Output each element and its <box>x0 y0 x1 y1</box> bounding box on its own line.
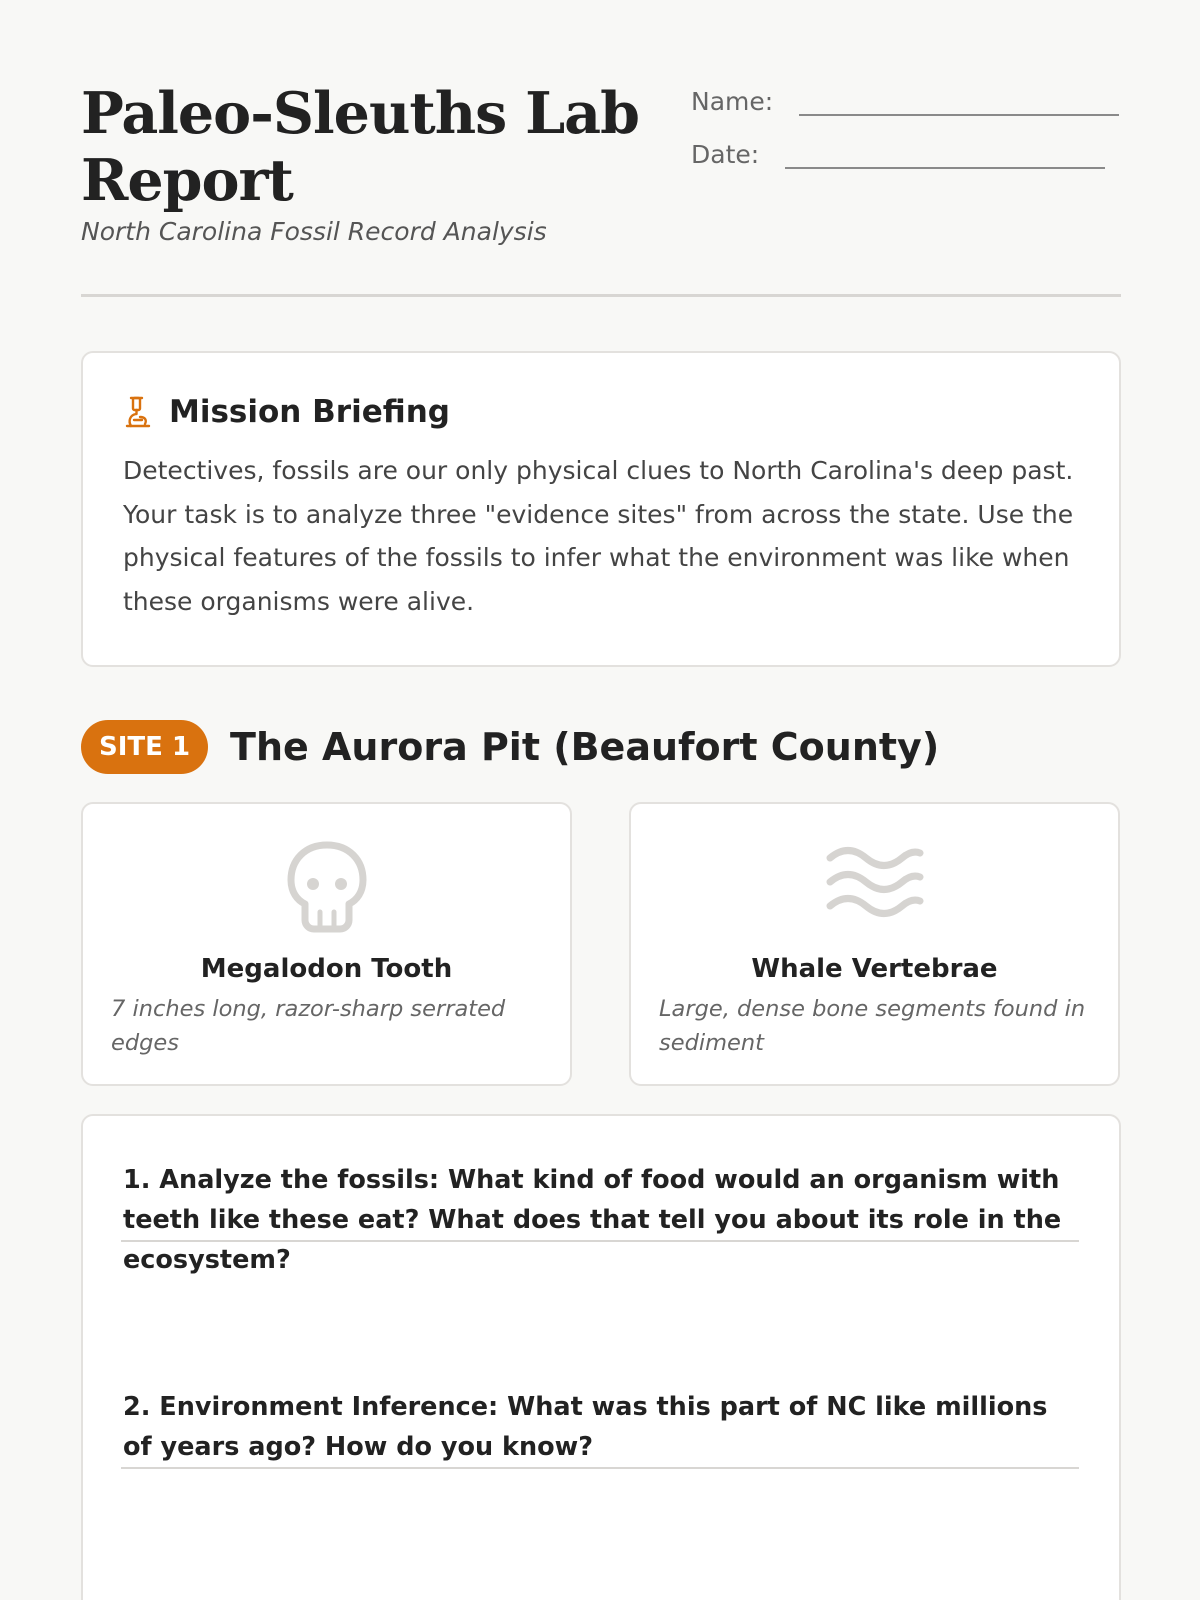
question-text: 1. Analyze the fossils: What kind of food would an organism with teeth like these eat? What does that tell you about its role in the ecosystem? <box>123 1165 1062 1275</box>
evidence-description: Large, dense bone segments found in sediment <box>659 996 1086 1056</box>
report-title: Paleo-Sleuths Lab Report <box>81 80 639 214</box>
site-heading <box>81 720 939 774</box>
date-input-line[interactable] <box>785 139 1105 169</box>
report-subtitle: North Carolina Fossil Record Analysis <box>81 217 547 246</box>
date-field <box>691 139 1105 169</box>
site-badge: SITE 1 <box>81 720 208 774</box>
evidence-name: Whale Vertebrae <box>751 954 998 984</box>
evidence-name: Megalodon Tooth <box>200 954 453 984</box>
evidence-description: 7 inches long, razor-sharp serrated edges <box>111 996 506 1056</box>
answer-line[interactable] <box>121 1240 1079 1242</box>
name-field <box>691 86 1119 116</box>
water-waves-icon <box>825 840 925 924</box>
mission-briefing-text: Detectives, fossils are our only physical clues to North Carolina's deep past. Your task is to analyze three "evidence sites" from across the state. Use the physical features of the fossils to infer what the environment was like when these organisms were alive. <box>123 456 1074 616</box>
mission-briefing-card <box>81 351 1121 667</box>
questions-card <box>81 1114 1121 1600</box>
site-title: The Aurora Pit (Beaufort County) <box>230 725 940 769</box>
answer-line[interactable] <box>121 1467 1079 1469</box>
skull-icon <box>285 840 369 934</box>
mission-briefing-header <box>123 391 1079 433</box>
name-label: Name: <box>691 87 774 116</box>
microscope-icon <box>123 395 153 429</box>
lab-report-page <box>81 0 1121 1462</box>
evidence-card <box>629 802 1120 1086</box>
question-text: 2. Environment Inference: What was this part of NC like millions of years ago? How do you know? <box>123 1392 1048 1462</box>
date-label: Date: <box>691 140 760 169</box>
mission-briefing-title: Mission Briefing <box>169 394 450 430</box>
evidence-card <box>81 802 572 1086</box>
question-item <box>123 1160 1081 1280</box>
question-item <box>123 1387 1081 1467</box>
report-header <box>81 0 1121 296</box>
header-divider <box>81 294 1121 297</box>
name-input-line[interactable] <box>799 86 1119 116</box>
